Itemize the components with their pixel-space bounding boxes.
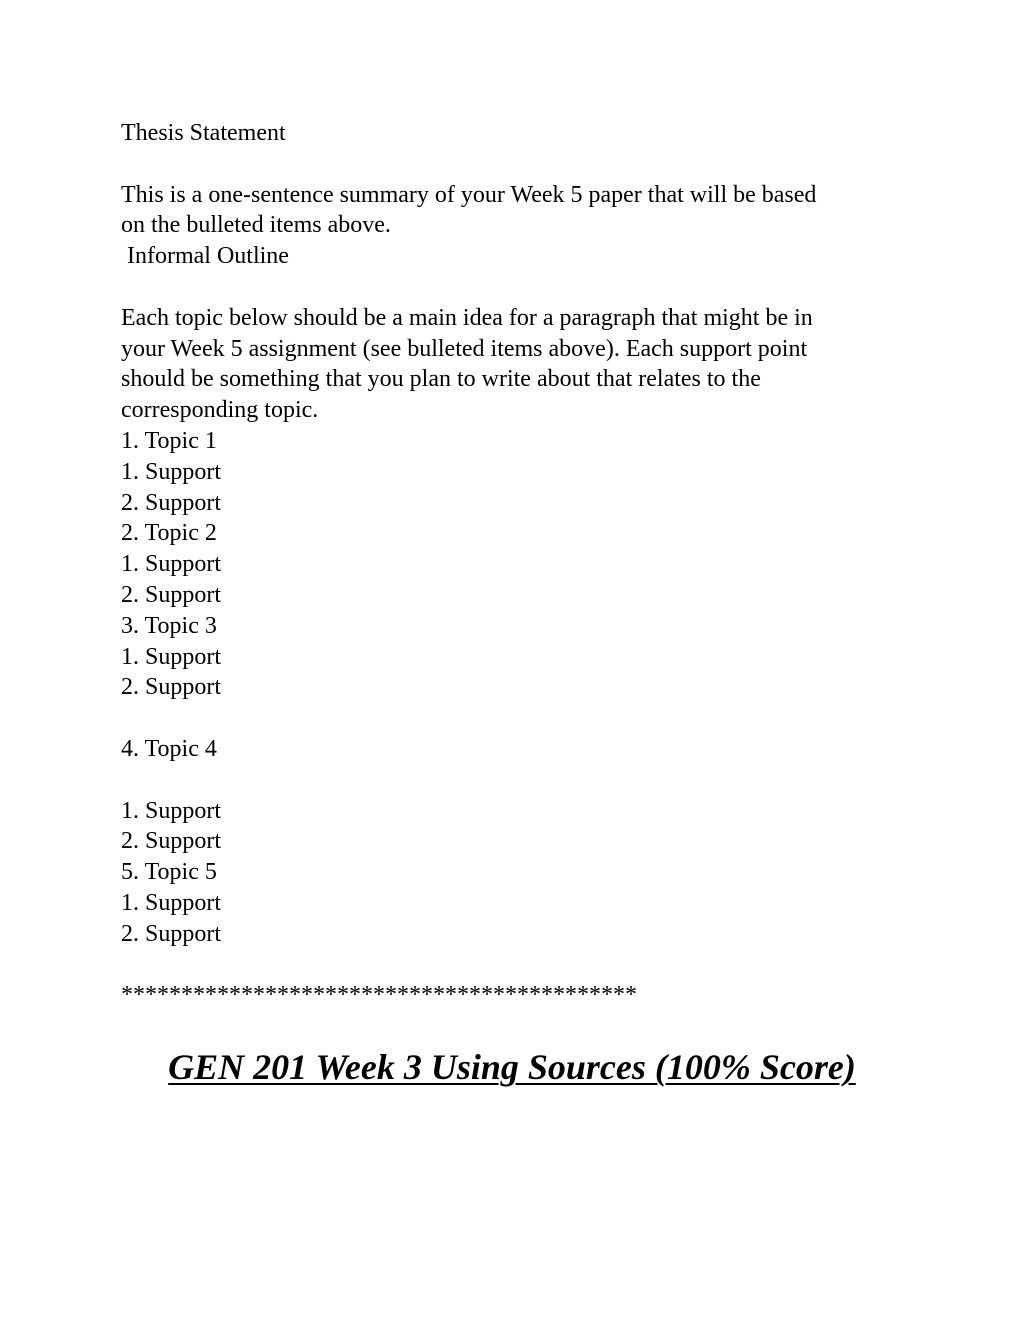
spacer xyxy=(121,765,921,796)
document-title-text[interactable]: GEN 201 Week 3 Using Sources (100% Score) xyxy=(168,1047,856,1087)
outline-support: 2. Support xyxy=(121,920,222,947)
outline-support: 2. Support xyxy=(121,581,222,608)
outline-support: 1. Support xyxy=(121,797,222,824)
separator-line: ******************************************* xyxy=(121,982,637,1009)
outline-intro-line: should be something that you plan to write about that relates to the xyxy=(121,366,761,393)
thesis-heading: Thesis Statement xyxy=(121,120,286,146)
document-title-link[interactable] xyxy=(0,1043,1024,1091)
outline-support: 1. Support xyxy=(121,889,222,916)
outline-support: 2. Support xyxy=(121,674,222,701)
thesis-body-line: This is a one-sentence summary of your Week 5 paper that will be based xyxy=(121,181,817,208)
outline-support: 1. Support xyxy=(121,643,222,670)
outline-topic: 4. Topic 4 xyxy=(121,735,217,762)
outline-topic: 5. Topic 5 xyxy=(121,859,217,886)
outline-topic: 2. Topic 2 xyxy=(121,520,217,547)
spacer xyxy=(121,950,921,981)
outline-intro-line: your Week 5 assignment (see bulleted items above). Each support point xyxy=(121,335,808,362)
thesis-body-line: on the bulleted items above. xyxy=(121,212,391,239)
outline-support: 1. Support xyxy=(121,551,222,578)
outline-support: 2. Support xyxy=(121,489,222,516)
outline-intro-line: Each topic below should be a main idea for a paragraph that might be in xyxy=(121,304,813,331)
spacer xyxy=(121,272,921,303)
spacer xyxy=(121,149,921,180)
outline-intro-line: corresponding topic. xyxy=(121,397,319,424)
outline-topic: 3. Topic 3 xyxy=(121,612,217,639)
spacer xyxy=(121,703,921,734)
document-body xyxy=(121,118,921,1011)
outline-support: 2. Support xyxy=(121,828,222,855)
outline-heading: Informal Outline xyxy=(127,243,289,270)
outline-support: 1. Support xyxy=(121,458,222,485)
outline-topic: 1. Topic 1 xyxy=(121,427,217,454)
